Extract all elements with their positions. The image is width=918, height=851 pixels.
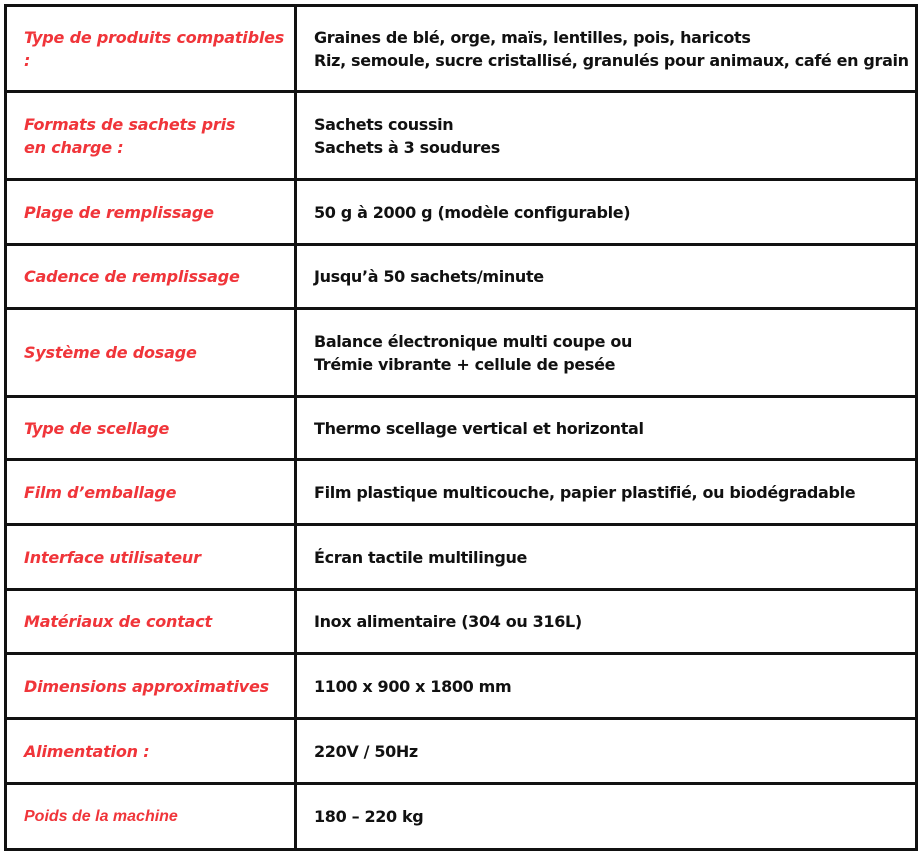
table-row [6,245,917,309]
spec-label: Plage de remplissage [6,180,296,245]
spec-label: Formats de sachets pris en charge : [6,92,296,180]
spec-value-line: Film plastique multicouche, papier plastifié, ou biodégradable [314,482,856,502]
table-row [6,460,917,525]
spec-value-line: 1100 x 900 x 1800 mm [314,676,512,696]
spec-value-line: 50 g à 2000 g (modèle configurable) [314,202,631,222]
spec-value [296,397,917,460]
spec-label: Dimensions approximatives [6,654,296,719]
spec-value-line: Riz, semoule, sucre cristallisé, granulés pour animaux, café en grain [314,50,909,70]
spec-label: Cadence de remplissage [6,245,296,309]
table-row [6,719,917,784]
table-row [6,6,917,92]
table-row [6,784,917,850]
table-row [6,525,917,590]
spec-label: Interface utilisateur [6,525,296,590]
spec-value-line: Trémie vibrante + cellule de pesée [314,354,616,374]
spec-label: Poids de la machine [6,784,296,850]
spec-value [296,180,917,245]
spec-value [296,590,917,654]
spec-value [296,719,917,784]
table-row [6,590,917,654]
spec-value [296,654,917,719]
spec-label: Système de dosage [6,309,296,397]
spec-value [296,460,917,525]
spec-label: Alimentation : [6,719,296,784]
spec-value-line: Inox alimentaire (304 ou 316L) [314,612,582,631]
spec-value-line: Balance électronique multi coupe ou [314,331,633,351]
spec-value-line: Écran tactile multilingue [314,547,528,567]
spec-value [296,6,917,92]
table-row [6,654,917,719]
spec-value [296,784,917,850]
spec-value [296,245,917,309]
spec-label: Matériaux de contact [6,590,296,654]
spec-value-line: 220V / 50Hz [314,741,418,761]
spec-value-line: Sachets coussin [314,114,454,134]
spec-label: Film d’emballage [6,460,296,525]
spec-value-line: Jusqu’à 50 sachets/minute [314,267,544,286]
spec-value [296,92,917,180]
spec-value [296,309,917,397]
specifications-table [4,4,918,851]
table-row [6,180,917,245]
spec-value-line: Sachets à 3 soudures [314,137,500,157]
table-row [6,397,917,460]
spec-value [296,525,917,590]
spec-value-line: 180 – 220 kg [314,807,424,826]
spec-label: Type de produits compatibles : [6,6,296,92]
table-row [6,92,917,180]
spec-value-line: Thermo scellage vertical et horizontal [314,418,644,438]
spec-label: Type de scellage [6,397,296,460]
spec-value-line: Graines de blé, orge, maïs, lentilles, pois, haricots [314,27,751,47]
table-row [6,309,917,397]
